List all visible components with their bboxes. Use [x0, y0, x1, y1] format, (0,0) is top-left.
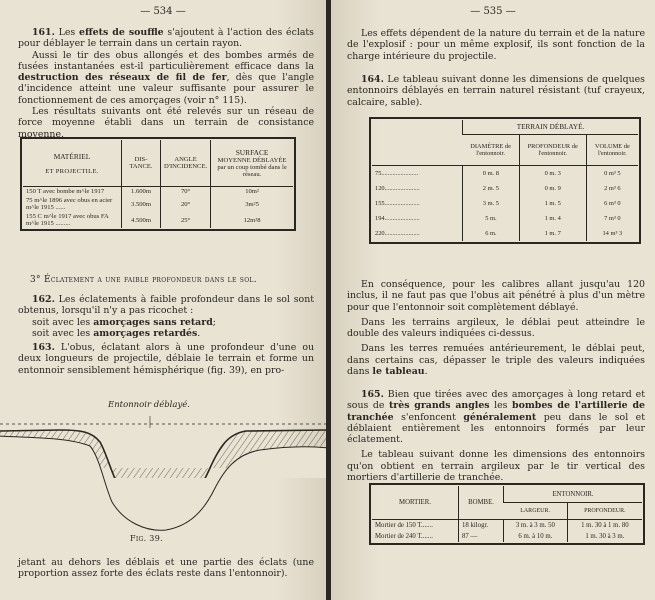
table-row: 75 m^le 1896 avec obus en acier m^le 1915 ...... 3.500m 20° 3m²5	[23, 196, 293, 212]
figure-39	[0, 398, 326, 553]
col-materiel: MATÉRIEL ET PROJECTILE.	[23, 140, 122, 187]
table-row: 194...................... 5 m. 1 m. 4 7 m³ 0	[372, 211, 638, 226]
table-row: 120...................... 2 m. 5 0 m. 9 2 m³ 6	[372, 181, 638, 196]
section-161: 161. Les effets de souffle s'ajoutent à l'action des éclats pour déblayer le terrain dans un certain rayon. Aussi le tir des obus allongés et des bombes armés de fusées instantanées est-il particulièrement efficace dans la destruction des réseaux de fil de fer, dès que l'angle d'incidence atteint une valeur suffisante pour assurer le fonctionnement de ces amorçages (voir n° 115). Les résultats suivants ont été relevés sur un réseau de force moyenne établi dans un terrain de consistance moyenne.	[18, 27, 314, 140]
surface-table	[20, 137, 296, 231]
table-row: Mortier de 150 T....... 18 kilogr. 3 m. à 3 m. 50 1 m. 30 à 1 m. 80	[372, 520, 642, 532]
page-number: — 534 —	[140, 6, 186, 17]
figure-label: Entonnoir déblayé.	[108, 400, 190, 410]
table-row: 155 C m^le 1917 avec obus FA m^le 1915 ......... 4.500m 25° 12m²8	[23, 212, 293, 228]
table-row: 155...................... 3 m. 5 1 m. 5 6 m³ 0	[372, 196, 638, 211]
table-row: Mortier de 240 T....... 87 — 6 m. à 10 m. 1 m. 30 à 3 m.	[372, 531, 642, 542]
mortar-table: MORTIER. BOMBE. ENTONNOIR. LARGEUR. PROFONDEUR. Mortier de 150 T....... 18 kilogr. 3 m. à 3 m. 50 1 m. 30 à 1 m. 80 Mortier de 240 T....... 87 — 6 m. à 10 m. 1 m. 30 à 3 m.	[369, 483, 645, 545]
left-page	[0, 0, 326, 600]
col-angle: ANGLE D'INCIDENCE.	[161, 140, 211, 187]
section-164: 164. Le tableau suivant donne les dimensions de quelques entonnoirs déblayés en terrain naturel résistant (tuf crayeux, calcaire, sable).	[347, 74, 645, 108]
table-row: 150 T avec bombe m^le 1917 1.600m 70° 10m²	[23, 187, 293, 197]
table-title: TERRAIN DÉBLAYÉ.	[463, 120, 639, 135]
section-number: 161.	[32, 27, 55, 38]
figure-caption: Fig. 39.	[130, 534, 163, 543]
section-163: 163. L'obus, éclatant alors à une profondeur d'une ou deux longueurs de projectile, déblaie le terrain et forme un entonnoir sensiblement hémisphérique (fig. 39), en pro-	[18, 342, 314, 376]
paragraph: jetant au dehors les déblais et une partie des éclats (une proportion assez forte des éclats reste dans l'entonnoir).	[18, 557, 314, 580]
section-165: 165. Bien que tirées avec des amorçages à long retard et sous de très grands angles les bombes de l'artillerie de tranchée s'enfoncent généralement peu dans le sol et déblaient entièrement les entonnoirs formés par leur éclatement. Le tableau suivant donne les dimensions des entonnoirs qu'on obtient en terrain argileux par le tir vertical des mortiers d'artillerie de tranchée.	[347, 389, 645, 484]
paragraph: Les résultats suivants ont été relevés sur un réseau de force moyenne établi dans un terrain de consistance moyenne.	[18, 106, 314, 140]
subheading: 3° Éclatement a une faible profondeur dans le sol.	[30, 275, 257, 285]
page-number: — 535 —	[470, 6, 516, 17]
right-page	[331, 0, 655, 600]
crater-table: TERRAIN DÉBLAYÉ. DIAMÈTRE de l'entonnoir. PROFONDEUR de l'entonnoir. VOLUME de l'entonnoir. 75....................... 0 m. 8 0 m. 3 0 m³ 5 120...................... 2 m. 5 0 m. 9 2 m³ 6 155...................... 3 m. 5 1 m. 5 6 m³ 0 194...................... 5 m. 1 m. 4 7 m³ 0 220...................... 6 m. 1 m. 7 14 m³ 3	[369, 117, 641, 244]
table-row: 75....................... 0 m. 8 0 m. 3 0 m³ 5	[372, 166, 638, 181]
body-text: En conséquence, pour les calibres allant jusqu'au 120 inclus, il ne faut pas que l'obus ait pénétré à plus d'un mètre pour que l'entonnoir soit complètement déblayé. Dans les terrains argileux, le déblai peut atteindre le double des valeurs indiquées ci-dessus. Dans les terres remuées antérieurement, le déblai peut, dans certains cas, dépasser le triple des valeurs indiquées dans le tableau.	[347, 279, 645, 378]
paragraph: Les effets dépendent de la nature du terrain et de la nature de l'explosif : pour un même explosif, ils sont fonction de la charge intérieure du projectile.	[347, 28, 645, 62]
col-distance: DIS-TANCE.	[122, 140, 161, 187]
col-surface: SURFACE MOYENNE DÉBLAYÉE par un coup tombé dans le réseau.	[211, 140, 293, 187]
section-162: 162. Les éclatements à faible profondeur dans le sol sont obtenus, lorsqu'il n'y a pas ricochet : soit avec les amorçages sans retard; soit avec les amorçages retardés.	[18, 294, 314, 339]
crater-diagram	[0, 398, 326, 553]
table-row: 220...................... 6 m. 1 m. 7 14 m³ 3	[372, 226, 638, 241]
